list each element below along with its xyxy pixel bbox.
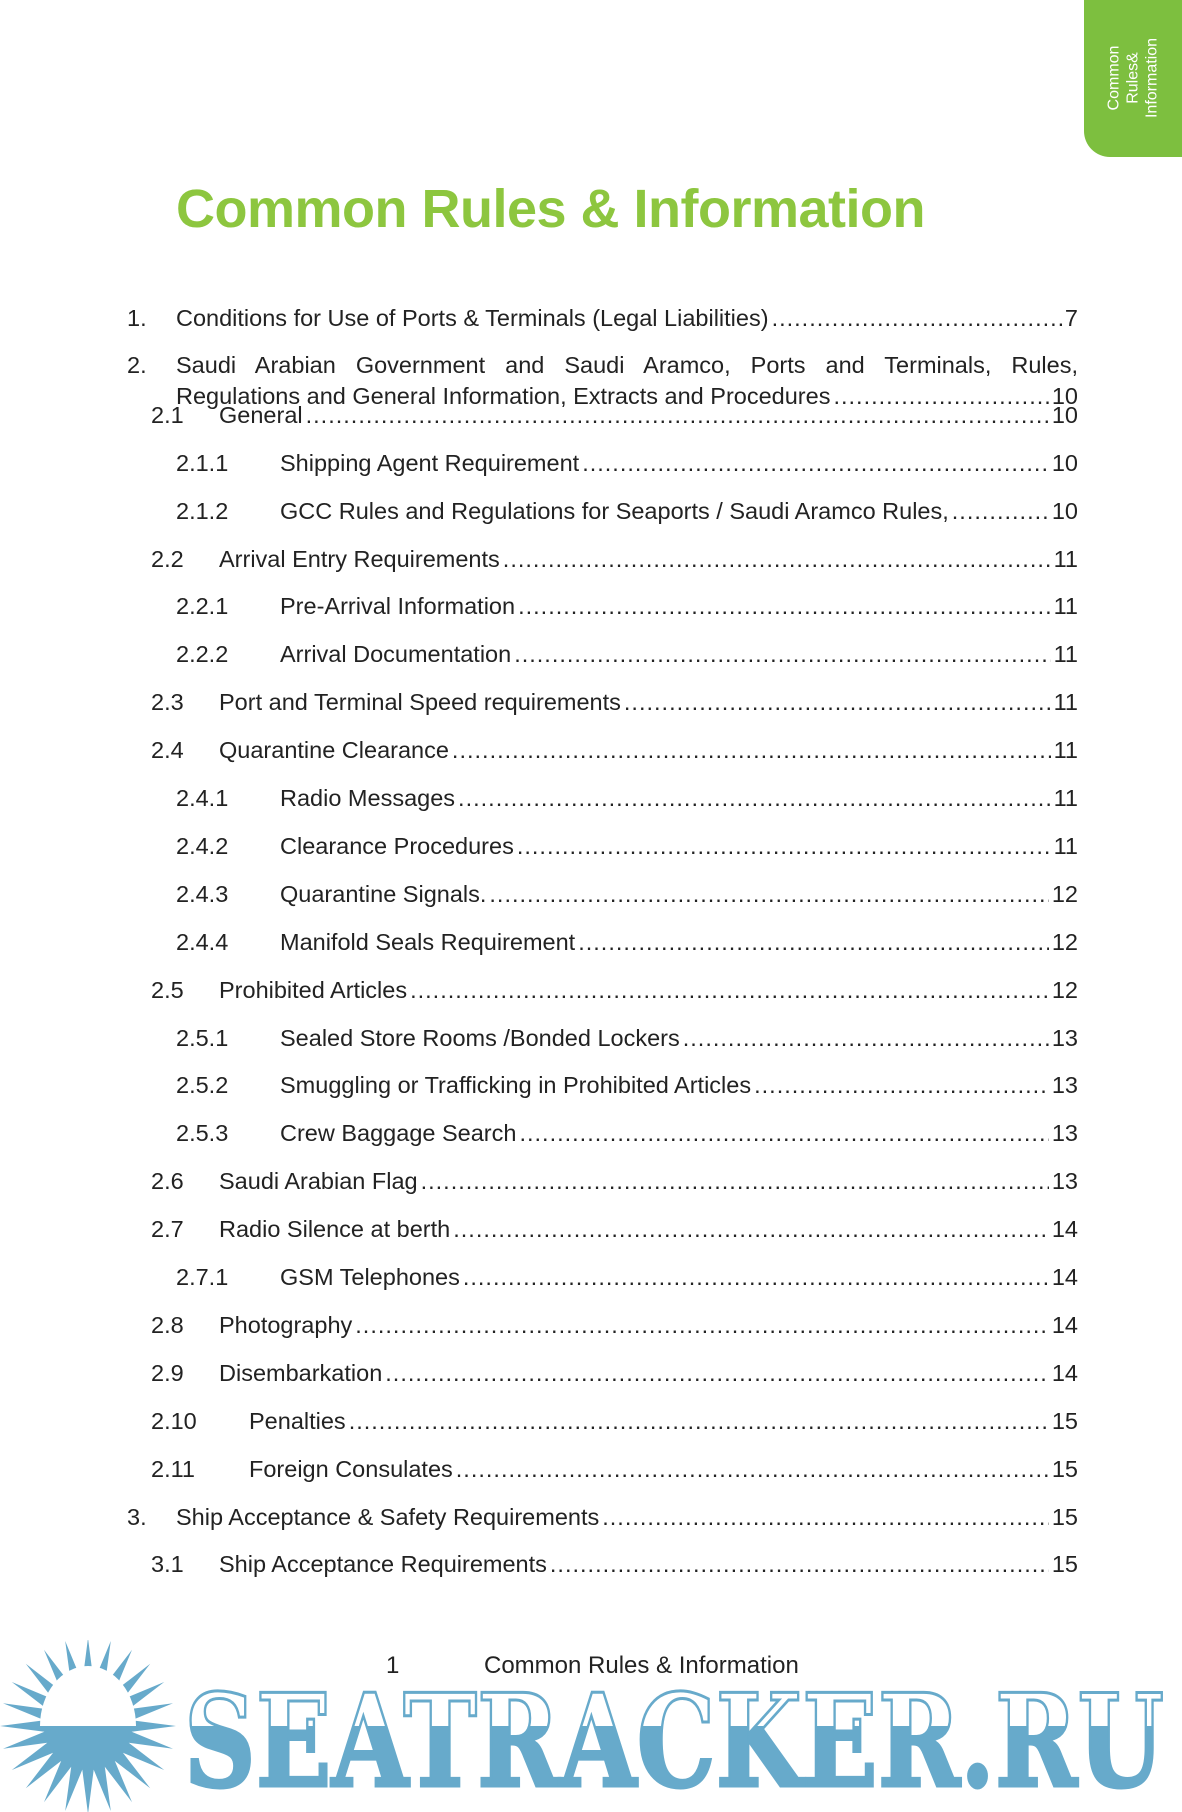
toc-entry-number: 2.5.1 <box>176 1024 229 1051</box>
toc-entry[interactable] <box>176 1025 1078 1052</box>
toc-entry-number: 2.4.4 <box>176 928 229 955</box>
toc-entry-number: 2.1.2 <box>176 497 229 524</box>
toc-page-number: 11 <box>1053 785 1078 811</box>
toc-entry[interactable] <box>176 881 1078 908</box>
toc-entry[interactable] <box>151 737 1078 764</box>
toc-entry-number: 2.2 <box>151 545 184 572</box>
toc-entry[interactable] <box>176 1264 1078 1291</box>
toc-entry[interactable] <box>176 1120 1078 1147</box>
toc-page-number: 10 <box>1051 449 1078 476</box>
toc-entry[interactable] <box>176 593 1078 620</box>
toc-entry[interactable] <box>176 498 1078 525</box>
toc-entry[interactable] <box>151 1168 1078 1195</box>
toc-entry-number: 2.1 <box>151 401 184 428</box>
toc-page-number: 12 <box>1051 928 1078 955</box>
toc-entry-label: Photography <box>219 1311 353 1338</box>
dot-leader <box>349 1408 1049 1435</box>
dot-leader <box>582 450 1049 477</box>
toc-entry-label: Arrival Entry Requirements <box>219 545 500 572</box>
toc-page-number: 14 <box>1051 1311 1078 1338</box>
toc-entry[interactable] <box>151 1312 1078 1339</box>
toc-entry-number: 2.4 <box>151 737 184 764</box>
toc-entry-label-line2: Regulations and General Information, Extracts and Procedures <box>176 383 831 409</box>
dot-leader <box>602 1504 1049 1531</box>
page-title: Common Rules & Information <box>176 179 926 239</box>
toc-entry-label: Quarantine Signals. <box>280 880 487 907</box>
toc-page-number: 11 <box>1053 737 1078 764</box>
page-footer <box>0 1652 1182 1680</box>
side-tab-line: Rules& <box>1124 52 1142 104</box>
toc-entry-number: 2.8 <box>151 1311 184 1338</box>
toc-entry-label: Manifold Seals Requirement <box>280 928 576 955</box>
toc-page-number: 13 <box>1051 1168 1078 1195</box>
toc-entry-label: Sealed Store Rooms /Bonded Lockers <box>280 1024 680 1051</box>
toc-entry[interactable] <box>151 546 1078 573</box>
toc-entry-label: Shipping Agent Requirement <box>280 449 580 476</box>
toc-entry-label: Pre-Arrival Information <box>280 593 516 620</box>
toc-entry-number: 2.5 <box>151 976 184 1003</box>
toc-entry-label: Radio Silence at berth <box>219 1216 451 1243</box>
dot-leader <box>503 546 1051 573</box>
toc-entry[interactable] <box>151 1216 1078 1243</box>
toc-entry[interactable] <box>176 450 1078 477</box>
toc-page-number: 12 <box>1051 976 1078 1003</box>
toc-entry[interactable] <box>176 785 1078 812</box>
toc-entry-number: 2.11 <box>151 1455 195 1482</box>
dot-leader <box>410 977 1049 1004</box>
toc-entry-label: Saudi Arabian Flag <box>219 1168 418 1195</box>
toc-entry-number: 3. <box>127 1503 147 1530</box>
dot-leader <box>952 498 1049 525</box>
toc-entry-label: Penalties <box>249 1407 346 1434</box>
toc-entry-label: General <box>219 401 303 428</box>
side-tab-label <box>1105 38 1162 118</box>
toc-entry-label: Arrival Documentation <box>280 641 512 668</box>
toc-page-number: 13 <box>1051 1024 1078 1051</box>
toc-entry-number: 2.7.1 <box>176 1264 229 1290</box>
toc-entry-number: 2.4.2 <box>176 832 229 859</box>
toc-entry-label: Smuggling or Trafficking in Prohibited Articles <box>280 1072 752 1099</box>
dot-leader <box>489 881 1048 908</box>
dot-leader <box>463 1264 1049 1291</box>
side-tab-line: Common <box>1105 45 1123 111</box>
toc-entry-label: GSM Telephones <box>280 1264 460 1290</box>
dot-leader <box>578 929 1049 956</box>
toc-page-number: 13 <box>1051 1120 1078 1147</box>
toc-entry[interactable] <box>176 1072 1078 1099</box>
dot-leader <box>453 1216 1049 1243</box>
toc-entry[interactable] <box>151 1551 1078 1578</box>
dot-leader <box>683 1025 1049 1052</box>
toc-entry-number: 2.4.1 <box>176 785 229 811</box>
toc-entry-label: Conditions for Use of Ports & Terminals (Legal Liabilities) <box>176 305 769 331</box>
toc-entry-label: Foreign Consulates <box>249 1455 453 1482</box>
toc-entry-label: Ship Acceptance & Safety Requirements <box>176 1503 600 1530</box>
toc-entry[interactable] <box>127 1504 1078 1531</box>
toc-page-number: 11 <box>1053 689 1078 716</box>
toc-entry-label: Port and Terminal Speed requirements <box>219 689 621 716</box>
dot-leader <box>421 1168 1049 1195</box>
toc-entry-label-line1: Saudi Arabian Government and Saudi Aramco, Ports and Terminals, Rules, <box>176 352 1078 378</box>
toc-entry-number: 2.4.3 <box>176 880 229 907</box>
toc-page-number: 12 <box>1051 880 1078 907</box>
toc-page-number: 15 <box>1051 1503 1078 1530</box>
dot-leader <box>754 1072 1049 1099</box>
toc-page-number: 11 <box>1053 832 1078 859</box>
toc-entry-label: Quarantine Clearance <box>219 737 449 764</box>
toc-entry-label: Crew Baggage Search <box>280 1120 517 1147</box>
toc-page-number: 11 <box>1053 641 1078 668</box>
toc-entry-number: 2.7 <box>151 1216 184 1243</box>
toc-entry[interactable] <box>151 1360 1078 1387</box>
dot-leader <box>514 641 1050 668</box>
toc-entry[interactable] <box>151 1408 1078 1435</box>
footer-page-number: 1 <box>386 1652 400 1679</box>
toc-page-number: 10 <box>1051 497 1078 524</box>
toc-entry[interactable] <box>151 977 1078 1004</box>
toc-entry[interactable] <box>151 402 1078 429</box>
dot-leader <box>517 833 1051 860</box>
toc-page-number: 14 <box>1051 1264 1078 1290</box>
toc-entry[interactable] <box>151 689 1078 716</box>
toc-page-number: 10 <box>1051 383 1078 409</box>
toc-page-number: 15 <box>1051 1407 1078 1434</box>
toc-entry-number: 2.2.2 <box>176 641 229 668</box>
toc-entry[interactable] <box>176 641 1078 668</box>
toc-page-number: 11 <box>1053 545 1078 572</box>
toc-entry-number: 2.2.1 <box>176 593 229 620</box>
footer-title: Common Rules & Information <box>484 1652 799 1679</box>
dot-leader <box>518 593 1051 620</box>
dot-leader <box>456 1456 1049 1483</box>
toc-entry-label: Disembarkation <box>219 1359 383 1386</box>
toc-entry[interactable] <box>176 929 1078 956</box>
dot-leader <box>519 1120 1048 1147</box>
toc-entry-number: 2. <box>127 352 147 378</box>
toc-page-number: 7 <box>1064 305 1078 331</box>
toc-entry-number: 2.3 <box>151 689 184 716</box>
toc-entry-label: Radio Messages <box>280 785 456 811</box>
toc-entry-label: Ship Acceptance Requirements <box>219 1551 547 1578</box>
toc-page-number: 13 <box>1051 1072 1078 1099</box>
toc-entry-label: Clearance Procedures <box>280 832 514 859</box>
toc-entry-number: 2.9 <box>151 1359 184 1386</box>
toc-entry-number: 2.10 <box>151 1407 197 1434</box>
watermark-text: SEATRACKER.RU <box>184 1667 1164 1812</box>
toc-entry-number: 3.1 <box>151 1551 184 1578</box>
dot-leader <box>452 737 1051 764</box>
toc-entry[interactable] <box>176 833 1078 860</box>
toc-page-number: 15 <box>1051 1551 1078 1578</box>
toc-entry-number: 2.1.1 <box>176 449 229 476</box>
dot-leader <box>355 1312 1049 1339</box>
toc-entry-number: 2.5.2 <box>176 1072 229 1099</box>
dot-leader <box>772 305 1062 332</box>
dot-leader <box>624 689 1051 716</box>
dot-leader <box>385 1360 1049 1387</box>
dot-leader <box>458 785 1051 812</box>
toc-entry-number: 2.6 <box>151 1168 184 1195</box>
toc-entry-label: Prohibited Articles <box>219 976 408 1003</box>
dot-leader <box>550 1551 1049 1578</box>
toc-entry-label: GCC Rules and Regulations for Seaports / Saudi Aramco Rules, <box>280 497 949 524</box>
toc-entry-2[interactable] <box>127 352 1078 379</box>
toc-entry-number: 1. <box>127 305 147 331</box>
toc-entry[interactable] <box>127 305 1078 332</box>
toc-entry[interactable] <box>151 1456 1078 1483</box>
section-side-tab <box>1084 0 1182 157</box>
dot-leader <box>306 402 1049 429</box>
toc-page-number: 14 <box>1051 1216 1078 1243</box>
toc-page-number: 11 <box>1053 593 1078 620</box>
toc-page-number: 14 <box>1051 1359 1078 1386</box>
toc-page-number: 10 <box>1051 401 1078 428</box>
toc-page-number: 15 <box>1051 1455 1078 1482</box>
toc-entry-number: 2.5.3 <box>176 1120 229 1147</box>
side-tab-line: Information <box>1143 37 1161 119</box>
